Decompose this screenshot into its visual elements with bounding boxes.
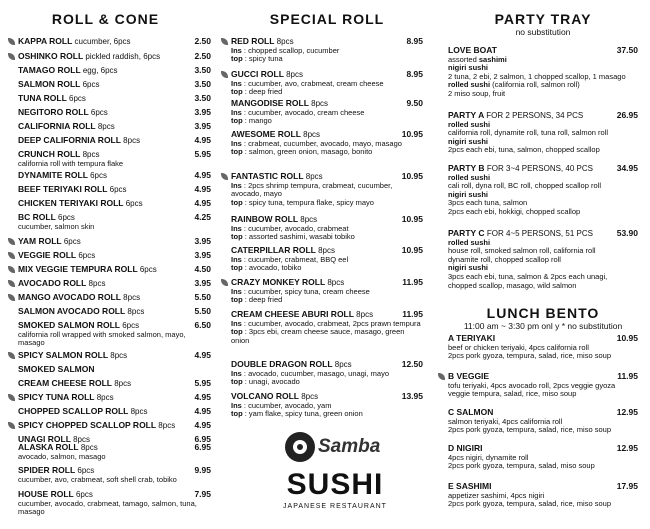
top-label: top (231, 327, 243, 337)
list-item (18, 171, 211, 181)
list-item (448, 408, 638, 435)
item-line: veggie tempura, salad, rice, miso soup (448, 389, 577, 399)
list-item (448, 482, 638, 509)
item-name: DYNAMITE ROLL 6pcs (18, 170, 108, 180)
item-price: 53.90 (616, 228, 638, 238)
item-name: MANGODISE ROLL 8pcs (231, 98, 329, 108)
list-item (18, 94, 211, 104)
ins-label: Ins (231, 368, 242, 378)
item-line: 2 miso soup, fruit (448, 88, 506, 98)
item-name: SMOKED SALMON ROLL 6pcs (18, 320, 140, 330)
item-price: 12.95 (616, 407, 638, 417)
vegetarian-leaf-icon (221, 173, 228, 180)
line-label: nigiri sushi (448, 136, 489, 146)
item-price: 7.95 (194, 489, 211, 499)
item-qty: 8pcs (82, 150, 100, 159)
item-name: D NIGIRI (448, 443, 483, 453)
logo-tagline: JAPANESE RESTAURANT (283, 503, 387, 510)
lunch-bento-subtitle: 11:00 am ~ 3:30 pm onl y * no substitution (463, 321, 623, 331)
item-desc: california roll with tempura flake (18, 158, 124, 168)
item-price: 11.95 (402, 309, 423, 319)
list-item (18, 37, 211, 47)
item-ins: Ins : crabmeat, cucumber, avocado, mayo, masago (231, 138, 402, 148)
item-ins: Ins : cucumber, avocado, crabmeat (231, 223, 349, 233)
item-name: CHOPPED SCALLOP ROLL 8pcs (18, 406, 148, 416)
item-qty: 8pcs (334, 360, 352, 369)
item-qty: 6pcs (90, 108, 108, 117)
item-name: CREAM CHEESE ABURI ROLL 8pcs (231, 309, 374, 319)
party-tray-heading: PARTY TRAY (494, 11, 592, 27)
item-name: ALASKA ROLL 8pcs (18, 442, 98, 452)
item-price: 6.95 (194, 442, 211, 452)
list-item (18, 265, 211, 275)
item-qty: 8pcs (276, 37, 294, 46)
item-top: top : spicy tuna, tempura flake, spicy mayo (231, 197, 374, 207)
item-desc: cucumber, 6pcs (74, 37, 131, 46)
item-qty: 8pcs (311, 99, 329, 108)
top-label: top (231, 263, 243, 273)
item-top: top : unagi, avocado (231, 377, 300, 387)
item-line: house roll, smoked salmon roll, california roll (448, 246, 596, 256)
list-item (18, 150, 211, 168)
item-price: 10.95 (616, 333, 638, 343)
item-line: chopped scallop, masago, wild salmon (448, 280, 577, 290)
item-line: 4pcs nigiri, dynamite roll (448, 452, 529, 462)
item-price: 4.95 (194, 392, 211, 402)
item-ins: Ins : chopped scallop, cucumber (231, 45, 340, 55)
item-price: 3.50 (194, 79, 211, 89)
line-label: nigiri sushi (448, 263, 489, 273)
list-item (18, 237, 211, 247)
item-name: RAINBOW ROLL 8pcs (231, 214, 318, 224)
item-price: 37.50 (616, 45, 638, 55)
item-line: 2pcs each ebi, hokkigi, chopped scallop (448, 206, 581, 216)
item-price: 5.50 (194, 292, 211, 302)
list-item (18, 122, 211, 132)
item-name: TAMAGO ROLL egg, 6pcs (18, 65, 118, 75)
item-name: VEGGIE ROLL 6pcs (18, 251, 211, 261)
item-price: 11.95 (617, 371, 638, 381)
top-label: top (231, 377, 243, 387)
item-line: assorted sashimi (448, 54, 507, 64)
item-top: top : mango (231, 116, 272, 126)
item-qty: FOR 2 PERSONS, 34 PCS (486, 111, 584, 120)
line-label: rolled sushi (448, 237, 491, 247)
item-qty: 6pcs (122, 321, 140, 330)
item-price: 9.95 (194, 465, 211, 475)
item-price: 10.95 (401, 214, 423, 224)
item-price: 8.95 (406, 36, 423, 46)
item-name: C SALMON (448, 407, 494, 417)
item-name: DOUBLE DRAGON ROLL 8pcs (231, 359, 352, 369)
item-name: CHICKEN TERIYAKI ROLL 6pcs (18, 198, 143, 208)
item-name: VOLCANO ROLL 8pcs (231, 391, 319, 401)
item-price: 4.95 (194, 170, 211, 180)
vegetarian-leaf-icon (221, 71, 228, 78)
item-name: HOUSE ROLL 6pcs (18, 489, 93, 499)
item-top: top : spicy tuna (231, 54, 283, 64)
list-item (231, 172, 423, 207)
line-label: nigiri sushi (448, 63, 489, 73)
item-name: PARTY A FOR 2 PERSONS, 34 PCS (448, 110, 584, 120)
list-item (18, 307, 211, 317)
party-tray-subtitle: no substitution (515, 27, 571, 37)
item-qty: 8pcs (123, 136, 141, 145)
list-item (231, 37, 423, 64)
item-qty: 6pcs (58, 213, 75, 222)
item-name: PARTY C FOR 4~5 PERSONS, 51 PCS (448, 228, 593, 238)
item-qty: 6pcs (82, 80, 100, 89)
list-item (18, 421, 211, 431)
item-line: california roll, dynamite roll, tuna roll, salmon roll (448, 128, 609, 138)
item-name: PARTY B FOR 3~4 PERSONS, 40 PCS (448, 163, 593, 173)
line-label: rolled sushi (448, 80, 491, 90)
item-ins: Ins : 2pcs shrimp tempura, crabmeat, cucumber, avocado, mayo (231, 180, 393, 199)
item-price: 17.95 (616, 481, 638, 491)
item-price: 3.95 (194, 236, 211, 246)
item-price: 3.95 (194, 250, 211, 260)
sushi-roll-icon (285, 432, 315, 462)
item-name: SMOKED SALMON (18, 364, 95, 374)
item-line: 2 tuna, 2 ebi, 2 salmon, 1 chopped scallop, 1 masago (448, 71, 626, 81)
list-item (18, 379, 211, 389)
item-price: 12.50 (401, 359, 423, 369)
item-qty: 6pcs (77, 466, 95, 475)
item-price: 4.95 (194, 406, 211, 416)
item-price: 4.50 (194, 264, 211, 274)
item-qty: 6pcs (109, 185, 127, 194)
item-price: 9.50 (406, 98, 423, 108)
item-price: 10.95 (401, 245, 423, 255)
item-name: SPIDER ROLL 6pcs (18, 465, 95, 475)
item-ins: Ins : cucumber, spicy tuna, cream cheese (231, 286, 370, 296)
item-price: 8.95 (406, 69, 423, 79)
item-name: YAM ROLL 6pcs (18, 237, 211, 247)
item-line: 2pcs pork gyoza, tempura, salad, rice, miso soup (448, 425, 611, 435)
item-qty: 6pcs (125, 199, 143, 208)
list-item (18, 365, 211, 375)
item-name: OSHINKO ROLL pickled raddish, 6pcs (18, 52, 211, 62)
item-price: 13.95 (401, 391, 423, 401)
item-qty: FOR 4~5 PERSONS, 51 PCS (486, 229, 593, 238)
vegetarian-leaf-icon (221, 38, 228, 45)
item-line: cali roll, dyna roll, BC roll, chopped scallop roll (448, 181, 601, 191)
item-line: salmon teriyaki, 4pcs california roll (448, 416, 563, 426)
item-desc: cucumber, avocado, crabmeat, tamago, salmon, tuna, masago (18, 498, 197, 517)
item-price: 4.95 (194, 135, 211, 145)
item-qty: 8pcs (303, 130, 321, 139)
item-top: top : deep fried (231, 87, 283, 97)
item-qty: 8pcs (301, 392, 319, 401)
item-line: 3pcs each tuna, salmon (448, 198, 528, 208)
vegetarian-leaf-icon (8, 294, 15, 301)
item-line: dynamite roll, chopped scallop roll (448, 254, 561, 264)
item-name: BEEF TERIYAKI ROLL 6pcs (18, 184, 127, 194)
item-top: top : yam flake, spicy tuna, green onion (231, 409, 363, 419)
list-item (18, 490, 211, 517)
ins-label: Ins (231, 254, 242, 264)
item-price: 3.50 (194, 93, 211, 103)
special-roll-heading: SPECIAL ROLL (269, 11, 385, 27)
item-price: 5.95 (194, 149, 211, 159)
item-ins: Ins : cucumber, crabmeat, BBQ eel (231, 254, 349, 264)
item-line: 2pcs pork gyoza, tempura, salad, miso soup (448, 461, 595, 471)
item-name: CATERPILLAR ROLL 8pcs (231, 245, 335, 255)
item-desc: cucumber, salmon skin (18, 221, 95, 231)
item-name: SPICY SALMON ROLL 8pcs (18, 351, 211, 361)
item-price: 5.95 (194, 378, 211, 388)
list-item (18, 279, 211, 289)
item-top: top : avocado, tobiko (231, 263, 302, 273)
item-price: 2.50 (194, 36, 211, 46)
item-price: 6.50 (194, 320, 211, 330)
item-name: NEGITORO ROLL 6pcs (18, 107, 108, 117)
item-price: 3.95 (194, 121, 211, 131)
list-item (448, 372, 638, 399)
item-qty: 6pcs (69, 94, 86, 103)
item-line: tofu teriyaki, 4pcs avocado roll, 2pcs veggie gyoza (448, 380, 616, 390)
item-qty: egg, 6pcs (82, 66, 118, 75)
top-label: top (231, 197, 243, 207)
item-name: E SASHIMI (448, 481, 492, 491)
item-desc: cucumber, avo, crabmeat, soft shell crab, tobiko (18, 474, 177, 484)
item-qty: 8pcs (123, 293, 141, 302)
item-price: 10.95 (401, 129, 423, 139)
vegetarian-leaf-icon (8, 266, 15, 273)
list-item (231, 360, 423, 387)
top-label: top (231, 295, 243, 305)
ins-label: Ins (231, 138, 242, 148)
list-item (231, 278, 423, 305)
item-top: top : salmon, green onion, masago, bonito (231, 147, 373, 157)
item-qty: 8pcs (96, 393, 114, 402)
item-ins: Ins : avocado, cucumber, masago, unagi, mayo (231, 368, 390, 378)
samba-sushi-logo (280, 428, 390, 518)
ins-label: Ins (231, 223, 242, 233)
item-name: MANGO AVOCADO ROLL 8pcs (18, 293, 211, 303)
top-label: top (231, 147, 243, 157)
item-price: 34.95 (616, 163, 638, 173)
vegetarian-leaf-icon (8, 422, 15, 429)
item-desc: pickled raddish, 6pcs (85, 52, 161, 61)
list-item (18, 199, 211, 209)
item-name: B VEGGIE (448, 372, 638, 382)
item-line: rolled sushi (california roll, salmon roll) (448, 80, 580, 90)
logo-word-sushi: SUSHI (286, 468, 384, 501)
item-name: SPICY CHOPPED SCALLOP ROLL 8pcs (18, 421, 211, 431)
item-qty: 8pcs (127, 307, 145, 316)
line-label: rolled sushi (448, 119, 491, 129)
item-name: MIX VEGGIE TEMPURA ROLL 6pcs (18, 265, 211, 275)
item-name: SALMON AVOCADO ROLL 8pcs (18, 306, 145, 316)
list-item (231, 215, 423, 242)
item-price: 6.95 (194, 434, 211, 444)
item-qty: 8pcs (114, 379, 132, 388)
item-desc: california roll wrapped with smoked salmon, mayo, masago (18, 329, 186, 348)
top-label: top (231, 232, 243, 242)
item-qty: 8pcs (327, 278, 345, 287)
list-item (18, 466, 211, 484)
item-qty: FOR 3~4 PERSONS, 40 PCS (486, 164, 593, 173)
ins-label: Ins (231, 78, 242, 88)
list-item (18, 136, 211, 146)
vegetarian-leaf-icon (8, 38, 15, 45)
item-name: AVOCADO ROLL 8pcs (18, 279, 211, 289)
list-item (18, 443, 211, 461)
item-name: LOVE BOAT (448, 45, 497, 55)
item-qty: 6pcs (78, 251, 96, 260)
item-name: RED ROLL 8pcs (231, 37, 423, 47)
item-price: 4.25 (194, 212, 211, 222)
list-item (18, 351, 211, 361)
list-item (18, 80, 211, 90)
list-item (18, 393, 211, 403)
item-qty: 8pcs (130, 407, 148, 416)
item-name: SALMON ROLL 6pcs (18, 79, 100, 89)
lunch-bento-column (448, 0, 638, 529)
item-qty: 8pcs (80, 443, 98, 452)
item-name: GUCCI ROLL 8pcs (231, 70, 423, 80)
item-line: 3pcs each ebi, tuna, salmon & 2pcs each unagi, (448, 271, 608, 281)
list-item (18, 52, 211, 62)
item-line: 2pcs pork gyoza, tempura, salad, rice, miso soup (448, 499, 611, 509)
list-item (18, 251, 211, 261)
item-qty: 6pcs (139, 265, 157, 274)
item-qty: 6pcs (63, 237, 81, 246)
roll-cone-heading: ROLL & CONE (51, 11, 160, 27)
item-ins: Ins : cucumber, avocado, crabmeat, 2pcs prawn tempura (231, 318, 421, 328)
list-item (18, 407, 211, 417)
item-price: 26.95 (616, 110, 638, 120)
item-name: UNAGI ROLL 8pcs (18, 434, 91, 444)
list-item (231, 246, 423, 273)
item-name: TUNA ROLL 6pcs (18, 93, 86, 103)
list-item (448, 334, 638, 361)
item-name: CREAM CHEESE ROLL 8pcs (18, 378, 132, 388)
item-name: KAPPA ROLL cucumber, 6pcs (18, 37, 211, 47)
item-price: 11.95 (402, 277, 423, 287)
ins-label: Ins (231, 318, 242, 328)
logo-word-samba: Samba (318, 436, 381, 457)
list-item (231, 130, 423, 157)
item-price: 4.95 (194, 420, 211, 430)
item-price: 3.95 (194, 107, 211, 117)
line-label: sashimi (478, 54, 507, 64)
vegetarian-leaf-icon (8, 280, 15, 287)
item-qty: 8pcs (97, 122, 115, 131)
item-ins: Ins : cucumber, avocado, cream cheese (231, 107, 365, 117)
list-item (18, 185, 211, 195)
vegetarian-leaf-icon (8, 352, 15, 359)
item-qty: 6pcs (90, 171, 108, 180)
item-name: AWESOME ROLL 8pcs (231, 129, 321, 139)
list-item (18, 108, 211, 118)
item-name: DEEP CALIFORNIA ROLL 8pcs (18, 135, 141, 145)
item-top: top : assorted sashimi, wasabi tobiko (231, 232, 355, 242)
item-qty: 8pcs (88, 279, 106, 288)
item-line: 2pcs each ebi, tuna, salmon, chopped scallop (448, 145, 600, 155)
lunch-bento-heading: LUNCH BENTO (486, 305, 600, 321)
item-price: 4.95 (194, 198, 211, 208)
item-line: beef or chicken teriyaki, 4pcs california roll (448, 342, 589, 352)
item-line: 2pcs pork gyoza, tempura, salad, rice, miso soup (448, 351, 611, 361)
item-name: A TERIYAKI (448, 333, 496, 343)
top-label: top (231, 409, 243, 419)
top-label: top (231, 54, 243, 64)
item-qty: 8pcs (110, 351, 128, 360)
ins-label: Ins (231, 107, 242, 117)
item-name: SPICY TUNA ROLL 8pcs (18, 393, 211, 403)
item-name: CALIFORNIA ROLL 8pcs (18, 121, 115, 131)
ins-label: Ins (231, 180, 242, 190)
list-item (231, 392, 423, 419)
item-name: FANTASTIC ROLL 8pcs (231, 172, 423, 182)
item-price: 12.95 (616, 443, 638, 453)
top-label: top (231, 116, 243, 126)
ins-label: Ins (231, 286, 242, 296)
item-qty: 6pcs (75, 490, 93, 499)
top-label: top (231, 87, 243, 97)
item-desc: avocado, salmon, masago (18, 451, 106, 461)
item-qty: 8pcs (300, 215, 318, 224)
ins-label: Ins (231, 400, 242, 410)
item-qty: 8pcs (73, 435, 91, 444)
item-price: 2.50 (194, 51, 211, 61)
list-item (18, 213, 211, 231)
vegetarian-leaf-icon (221, 279, 228, 286)
item-price: 3.50 (194, 65, 211, 75)
line-label: nigiri sushi (448, 189, 489, 199)
item-ins: Ins : cucumber, avo, crabmeat, cream cheese (231, 78, 384, 88)
vegetarian-leaf-icon (8, 238, 15, 245)
vegetarian-leaf-icon (438, 373, 445, 380)
list-item (18, 66, 211, 76)
roll-cone-column (18, 0, 211, 529)
item-price: 5.50 (194, 306, 211, 316)
item-top: top : deep fried (231, 295, 283, 305)
list-item (18, 293, 211, 303)
item-qty: 8pcs (158, 421, 176, 430)
item-ins: Ins : cucumber, avocado, yam (231, 400, 332, 410)
item-qty: 8pcs (286, 70, 304, 79)
item-name: CRAZY MONKEY ROLL 8pcs (231, 278, 423, 288)
vegetarian-leaf-icon (8, 252, 15, 259)
list-item (448, 444, 638, 471)
list-item (18, 321, 211, 348)
item-line: appetizer sashimi, 4pcs nigiri (448, 490, 545, 500)
ins-label: Ins (231, 45, 242, 55)
item-name: BC ROLL 6pcs (18, 212, 75, 222)
item-price: 10.95 (401, 171, 423, 181)
vegetarian-leaf-icon (8, 394, 15, 401)
list-item (231, 310, 423, 345)
item-price: 4.95 (194, 184, 211, 194)
item-qty: 8pcs (356, 310, 374, 319)
list-item (231, 70, 423, 97)
item-top: top : 3pcs ebi, cream cheese sauce, masago, green onion (231, 327, 405, 345)
line-label: rolled sushi (448, 172, 491, 182)
item-qty: 8pcs (318, 246, 335, 255)
item-name: CRUNCH ROLL 8pcs (18, 149, 100, 159)
item-qty: 8pcs (305, 172, 323, 181)
vegetarian-leaf-icon (8, 53, 15, 60)
item-price: 4.95 (194, 350, 211, 360)
item-price: 3.95 (194, 278, 211, 288)
list-item (231, 99, 423, 126)
